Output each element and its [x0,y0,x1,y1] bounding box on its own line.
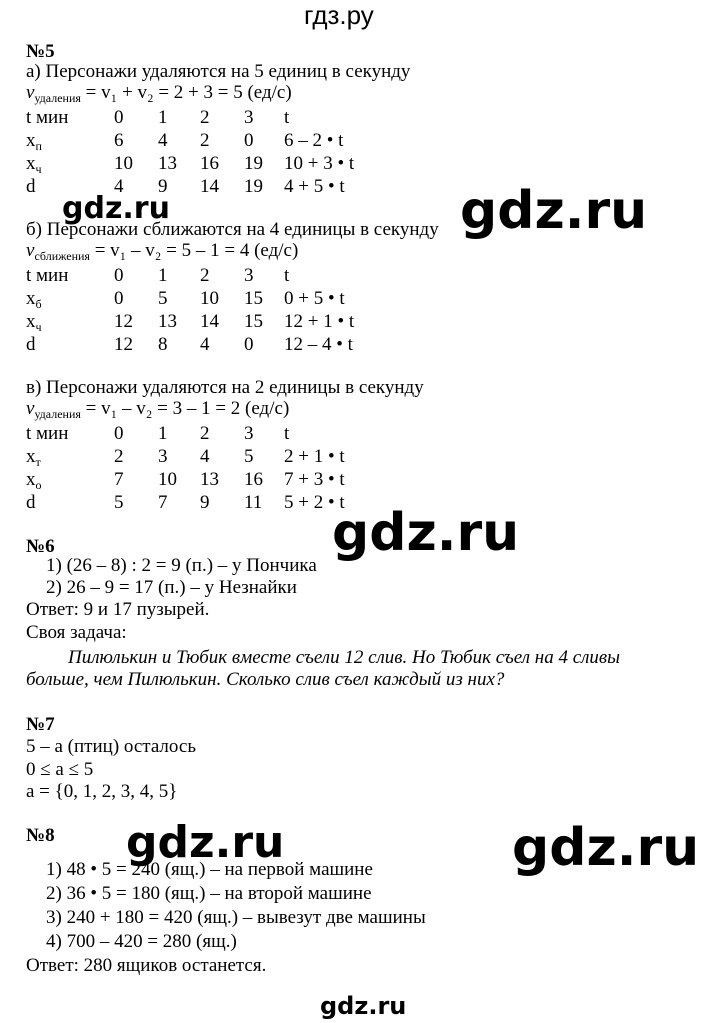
table-row-label: $x_п$ [26,130,42,153]
problem-7-line-3: a = {0, 1, 2, 3, 4, 5} [26,781,178,802]
table-row-label: $x_ч$ [26,153,42,176]
table-cell: 7 + 3 • t [284,469,345,490]
problem-6-answer: Ответ: 9 и 17 пузырей. [26,599,210,620]
table-cell: 12 + 1 • t [284,311,355,332]
table-cell: 0 + 5 • t [284,288,345,309]
table-row-label: d [26,176,36,197]
table-cell: 15 [244,311,263,332]
table-cell: 12 [114,311,133,332]
table-cell: 1 [158,107,168,128]
table-cell: 1 [158,265,168,286]
table-cell: 11 [244,492,263,513]
watermark: gdz.ru [332,503,520,563]
table-cell: 2 [200,265,210,286]
table-cell: 10 [200,288,219,309]
table-cell: 13 [200,469,219,490]
table-cell: 4 [200,446,210,467]
table-cell: 4 + 5 • t [284,176,345,197]
problem-8-step-4: 4) 700 – 420 = 280 (ящ.) [46,931,237,952]
formula-tail: = v₁ – v₂ = 3 – 1 = 2 (ед/с) [80,398,290,419]
problem-8-step-3: 3) 240 + 180 = 420 (ящ.) – вывезут две машины [46,907,426,928]
table-cell: 14 [200,176,219,197]
table-cell: t [284,107,290,128]
table-cell: 3 [158,446,168,467]
problem-6-title: №6 [26,536,55,557]
table-cell: 0 [114,423,124,444]
table-cell: 10 [114,153,133,174]
table-cell: 14 [200,311,219,332]
table-cell: 3 [244,265,254,286]
table-row-label: $x_о$ [26,469,42,492]
table-cell: 12 – 4 • t [284,334,353,355]
table-row-label: t мин [26,265,69,286]
table-cell: 5 [114,492,124,513]
table-row-label: $x_б$ [26,288,42,311]
table-cell: 6 – 2 • t [284,130,344,151]
problem-8-answer: Ответ: 280 ящиков останется. [26,955,267,976]
problem-7-title: №7 [26,714,55,735]
table-cell: 2 + 1 • t [284,446,345,467]
table-cell: 5 + 2 • t [284,492,345,513]
table-cell: 2 [114,446,124,467]
table-cell: t [284,423,290,444]
table-cell: 7 [114,469,124,490]
table-cell: 4 [158,130,168,151]
table-cell: 9 [200,492,210,513]
problem-5-title: №5 [26,41,55,62]
problem-6-own-task-line-1: Пилюлькин и Тюбик вместе съели 12 слив. Но Тюбик съел на 4 сливы [68,647,621,668]
table-row-label: $x_ч$ [26,311,42,334]
table-cell: 16 [244,469,263,490]
formula-subscript: удаления [34,407,81,421]
problem-8-step-2: 2) 36 • 5 = 180 (ящ.) – на второй машине [46,883,372,904]
table-cell: 0 [114,107,124,128]
watermark: gdz.ru [512,818,700,878]
table-cell: 15 [244,288,263,309]
site-header: гдз.ру [304,0,374,30]
table-cell: 19 [244,176,263,197]
part-c-text: в) Персонажи удаляются на 2 единицы в секунду [26,377,424,398]
formula-subscript: сближения [34,249,90,263]
site-footer: gdz.ru [320,992,407,1020]
table-cell: 0 [244,334,254,355]
problem-8-title: №8 [26,825,55,846]
part-b-text: б) Персонажи сближаются на 4 единицы в секунду [26,219,439,240]
formula-tail: = v₁ + v₂ = 2 + 3 = 5 (ед/с) [80,82,292,103]
table-cell: 13 [158,153,177,174]
table-cell: 6 [114,130,124,151]
table-cell: 5 [244,446,254,467]
table-cell: 4 [200,334,210,355]
problem-8-step-1: 1) 48 • 5 = 240 (ящ.) – на первой машине [46,859,373,880]
table-cell: 2 [200,423,210,444]
table-cell: 13 [158,311,177,332]
table-cell: 2 [200,130,210,151]
table-cell: 3 [244,423,254,444]
watermark: gdz.ru [62,191,170,226]
watermark: gdz.ru [460,181,648,241]
part-c-formula: $v_{удаления} = v_1 - v_2 = 3 - 1 = 2$ (ед/с) [26,398,290,421]
table-row-label: t мин [26,107,69,128]
table-cell: 19 [244,153,263,174]
table-cell: 7 [158,492,168,513]
table-row-label: $x_т$ [26,446,41,469]
part-b-formula: $v_{сближения} = v_1 - v_2 = 5 - 1 = 4$ (ед/с) [26,240,299,263]
table-row-label: d [26,492,36,513]
table-cell: 9 [158,176,168,197]
table-cell: 0 [244,130,254,151]
problem-6-own-task-label: Своя задача: [26,622,127,643]
table-cell: t [284,265,290,286]
table-cell: 1 [158,423,168,444]
problem-6-step-1: 1) (26 – 8) : 2 = 9 (п.) – у Пончика [46,555,317,576]
table-cell: 10 + 3 • t [284,153,355,174]
table-cell: 3 [244,107,254,128]
table-row-label: d [26,334,36,355]
problem-6-step-2: 2) 26 – 9 = 17 (п.) – у Незнайки [46,577,297,598]
formula-subscript: удаления [34,91,81,105]
table-row-label: t мин [26,423,69,444]
table-cell: 12 [114,334,133,355]
table-cell: 8 [158,334,168,355]
table-cell: 2 [200,107,210,128]
problem-7-line-2: 0 ≤ a ≤ 5 [26,759,94,780]
watermark: gdz.ru [126,817,285,868]
table-cell: 0 [114,265,124,286]
table-cell: 10 [158,469,177,490]
formula-tail: = v₁ – v₂ = 5 – 1 = 4 (ед/с) [89,240,299,261]
part-a-formula: $v_{удаления} = v_1 + v_2 = 2 + 3 = 5$ (ед/с) [26,82,292,105]
problem-6-own-task-line-2: больше, чем Пилюлькин. Сколько слив съел каждый из них? [26,669,505,690]
table-cell: 5 [158,288,168,309]
part-a-text: а) Персонажи удаляются на 5 единиц в секунду [26,61,411,82]
problem-7-line-1: 5 – a (птиц) осталось [26,736,196,757]
table-cell: 16 [200,153,219,174]
table-cell: 0 [114,288,124,309]
table-cell: 4 [114,176,124,197]
